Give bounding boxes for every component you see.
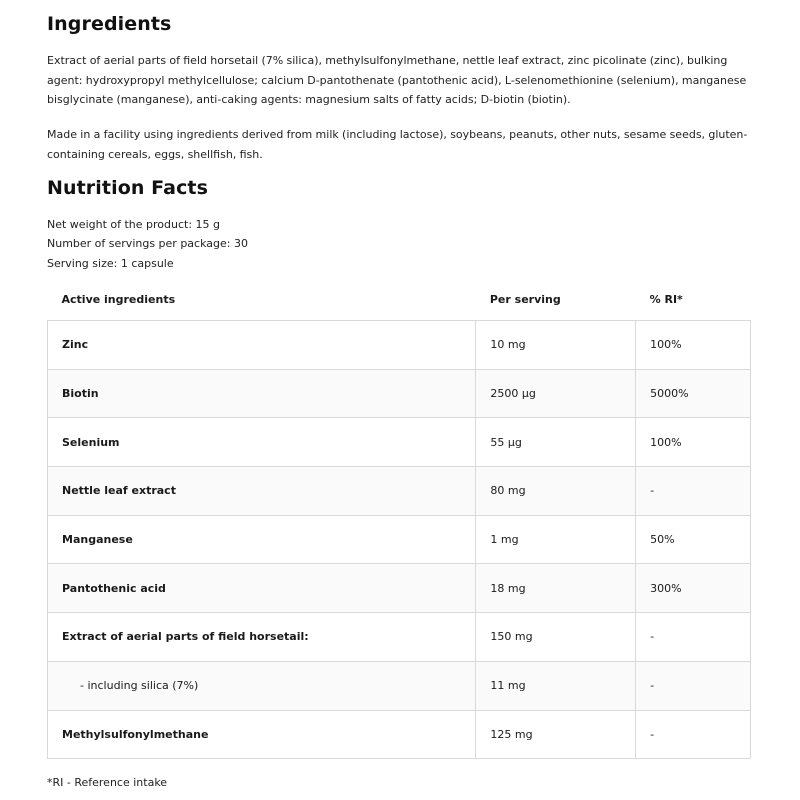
ingredient-name: Selenium: [48, 418, 476, 467]
ri-value: 5000%: [636, 369, 751, 418]
ri-footnote: *RI - Reference intake: [47, 776, 168, 789]
per-serving-value: 125 mg: [476, 710, 636, 759]
table-row: [48, 418, 751, 467]
per-serving-value: 18 mg: [476, 564, 636, 613]
ingredients-text: Extract of aerial parts of field horsetail (7% silica), methylsulfonylmethane, nettle leaf extract, zinc picolinate (zinc), bulking agent: hydroxypropyl methylcellulose; calcium D-pantothenate (pantothenic acid), L-selenomethionine (selenium), manganese bisglycinate (manganese), anti-caking agents: magnesium salts of fatty acids; D-biotin (biotin).: [47, 54, 747, 106]
table-row: [48, 321, 751, 370]
ri-value: -: [636, 613, 751, 662]
ingredient-name: Extract of aerial parts of field horsetail:: [48, 613, 476, 662]
per-serving-value: 1 mg: [476, 515, 636, 564]
ingredient-name: Biotin: [48, 369, 476, 418]
ingredients-heading: Ingredients: [47, 13, 172, 35]
table-row: [48, 467, 751, 516]
allergen-note: Made in a facility using ingredients derived from milk (including lactose), soybeans, peanuts, other nuts, sesame seeds, gluten-containing cereals, eggs, shellfish, fish.: [47, 128, 748, 161]
table-row: [48, 710, 751, 759]
net-weight-text: Net weight of the product: 15 g: [47, 218, 221, 231]
ingredient-name: Nettle leaf extract: [48, 467, 476, 516]
column-header-ingredient: Active ingredients: [48, 278, 476, 321]
ingredient-name: - including silica (7%): [48, 661, 476, 710]
table-header-row: [48, 278, 751, 321]
per-serving-value: 55 µg: [476, 418, 636, 467]
table-row: [48, 564, 751, 613]
nutrition-facts-heading: Nutrition Facts: [47, 177, 209, 199]
servings-per-package-text: Number of servings per package: 30: [47, 237, 248, 250]
table-row: [48, 661, 751, 710]
ri-value: 100%: [636, 418, 751, 467]
ri-value: -: [636, 467, 751, 516]
per-serving-value: 10 mg: [476, 321, 636, 370]
per-serving-value: 2500 µg: [476, 369, 636, 418]
ingredient-name: Manganese: [48, 515, 476, 564]
per-serving-value: 11 mg: [476, 661, 636, 710]
column-header-per-serving: Per serving: [476, 278, 636, 321]
ri-value: -: [636, 661, 751, 710]
nutrition-table: [47, 278, 751, 759]
column-header-ri: % RI*: [636, 278, 751, 321]
ingredient-name: Zinc: [48, 321, 476, 370]
ri-value: 50%: [636, 515, 751, 564]
table-row: [48, 515, 751, 564]
ri-value: -: [636, 710, 751, 759]
table-row: [48, 369, 751, 418]
table-row: [48, 613, 751, 662]
serving-size-text: Serving size: 1 capsule: [47, 257, 174, 270]
per-serving-value: 150 mg: [476, 613, 636, 662]
ingredient-name: Pantothenic acid: [48, 564, 476, 613]
per-serving-value: 80 mg: [476, 467, 636, 516]
ri-value: 300%: [636, 564, 751, 613]
ingredient-name: Methylsulfonylmethane: [48, 710, 476, 759]
ri-value: 100%: [636, 321, 751, 370]
